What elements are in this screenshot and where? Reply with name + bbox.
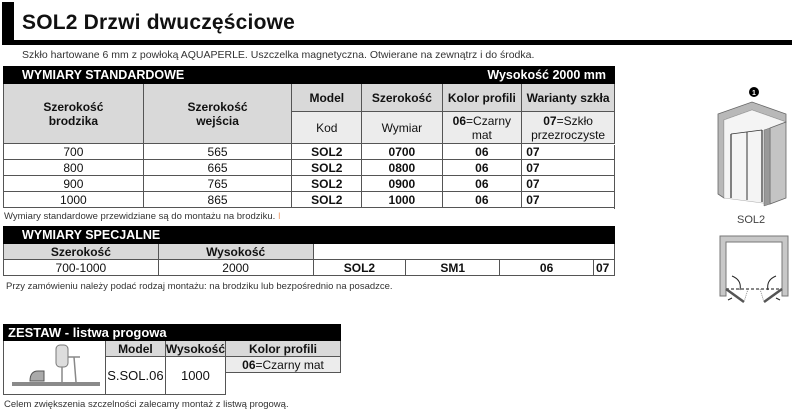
special-section-label: WYMIARY SPECJALNE <box>4 227 615 244</box>
subheader-code: Kod <box>292 112 362 144</box>
kit-height-value: 1000 <box>165 357 225 395</box>
shower-3d-figure <box>712 86 792 211</box>
header-width: Szerokość <box>362 84 442 112</box>
kit-color-legend: 06=Czarny mat <box>226 357 341 373</box>
title-accent-bar <box>2 2 14 45</box>
header-color: Kolor profili <box>442 84 522 112</box>
header-entry-width: Szerokość wejścia <box>143 84 292 144</box>
standard-height-label: Wysokość 2000 mm <box>292 67 615 84</box>
figure-caption: SOL2 <box>737 214 766 226</box>
kit-header-height: Wysokość <box>165 341 225 356</box>
title-rule <box>2 40 792 45</box>
door-swing-plan-icon <box>718 234 790 309</box>
special-dimensions-table <box>3 226 615 276</box>
table-row: 700 565 SOL2 0700 06 07 <box>4 144 615 160</box>
glass-column-mask <box>615 145 700 210</box>
subheader-glass-legend: 07=Szkło przezroczyste <box>522 112 615 144</box>
subheader-color-legend: 06=Czarny mat <box>442 112 522 144</box>
glass-column-edge <box>614 145 615 209</box>
shower-enclosure-icon <box>712 86 792 211</box>
kit-header-color: Kolor profili <box>226 341 341 357</box>
header-tray-width: Szerokość brodzika <box>4 84 144 144</box>
kit-table <box>3 324 341 395</box>
kit-model-value: S.SOL.06 <box>105 357 165 395</box>
header-glass: Warianty szkła <box>522 84 615 112</box>
special-note: Przy zamówieniu należy podać rodzaj montażu: na brodziku lub bezpośrednio na posadzce. <box>6 281 393 292</box>
shower-plan-figure <box>718 234 790 309</box>
page-title: SOL2 Drzwi dwuczęściowe <box>22 11 296 34</box>
table-row: 800 665 SOL2 0800 06 07 <box>4 160 615 176</box>
subheader-dimension: Wymiar <box>362 112 442 144</box>
standard-dimensions-table <box>3 66 615 208</box>
kit-note: Celem zwiększenia szczelności zalecamy montaż z listwą progową. <box>4 399 289 410</box>
svg-text:1: 1 <box>752 90 756 97</box>
threshold-strip-icon <box>4 341 104 391</box>
threshold-strip-illustration <box>4 341 106 395</box>
standard-section-label: WYMIARY STANDARDOWE <box>4 67 292 84</box>
standard-note: Wymiary standardowe przewidziane są do montażu na brodziku. I <box>4 211 281 222</box>
product-description: Szkło hartowane 6 mm z powłoką AQUAPERLE. Uszczelka magnetyczna. Otwierane na zewnątrz i do środka. <box>22 49 535 61</box>
header-model: Model <box>292 84 362 112</box>
kit-header-model: Model <box>105 341 165 357</box>
special-header-height: Wysokość <box>158 244 313 260</box>
table-row: 1000 865 SOL2 1000 06 07 <box>4 192 615 208</box>
kit-section-label: ZESTAW - listwa progowa <box>4 325 341 341</box>
table-row: 700-1000 2000 SOL2 SM1 06 07 <box>4 260 615 276</box>
table-row: 900 765 SOL2 0900 06 07 <box>4 176 615 192</box>
special-header-width: Szerokość <box>4 244 159 260</box>
